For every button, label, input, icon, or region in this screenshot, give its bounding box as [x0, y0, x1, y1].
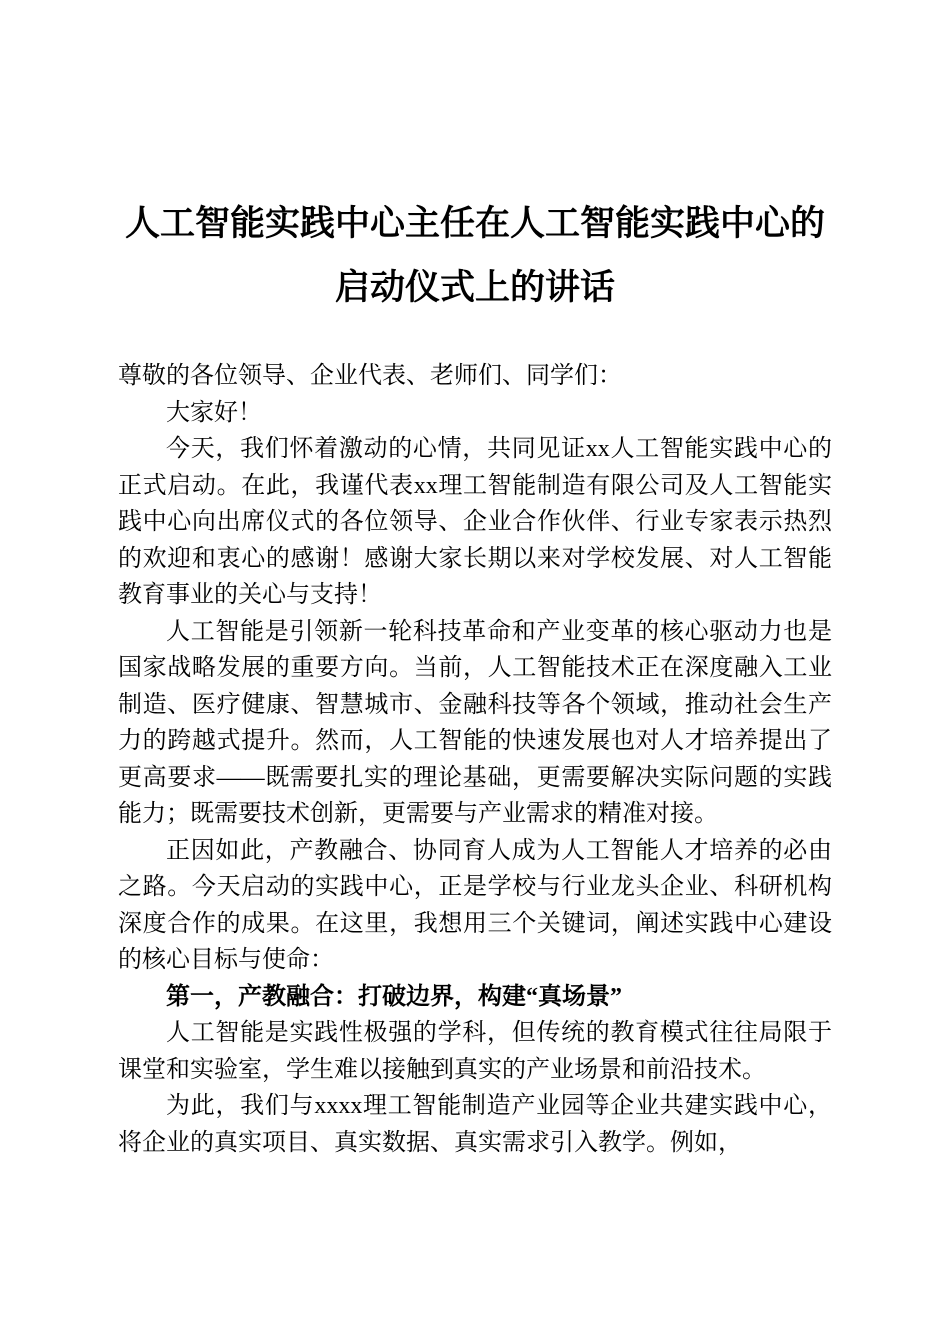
document-body — [118, 358, 832, 1161]
paragraph: 大家好！ — [166, 399, 262, 426]
document-title-line-1: 人工智能实践中心主任在人工智能实践中心的 — [124, 204, 825, 243]
paragraph: 今天，我们怀着激动的心情，共同见证xx人工智能实践中心的正式启动。在此，我谨代表xx理工智能制造有限公司及人工智能实践中心向出席仪式的各位领导、企业合作伙伴、行业专家表示热烈的欢迎和衷心的感谢！感谢大家长期以来对学校发展、对人工智能教育事业的关心与支持！ — [118, 436, 832, 608]
paragraph: 正因如此，产教融合、协同育人成为人工智能人才培养的必由之路。今天启动的实践中心，正是学校与行业龙头企业、科研机构深度合作的成果。在这里，我想用三个关键词，阐述实践中心建设的核心目标与使命： — [118, 837, 832, 973]
paragraph: 人工智能是引领新一轮科技革命和产业变革的核心驱动力也是国家战略发展的重要方向。当前，人工智能技术正在深度融入工业制造、医疗健康、智慧城市、金融科技等各个领域，推动社会生产力的跨越式提升。然而，人工智能的快速发展也对人才培养提出了更高要求——既需要扎实的理论基础，更需要解决实际问题的实践能力；既需要技术创新，更需要与产业需求的精准对接。 — [118, 618, 832, 827]
paragraph: 为此，我们与xxxx理工智能制造产业园等企业共建实践中心，将企业的真实项目、真实数据、真实需求引入教学。例如， — [118, 1093, 832, 1156]
document-title-line-2: 启动仪式上的讲话 — [334, 268, 615, 307]
paragraph: 人工智能是实践性极强的学科，但传统的教育模式往往局限于课堂和实验室，学生难以接触到真实的产业场景和前沿技术。 — [118, 1020, 832, 1083]
document-title — [118, 192, 832, 320]
paragraph: 尊敬的各位领导、企业代表、老师们、同学们： — [118, 363, 622, 389]
section-heading: 第一，产教融合：打破边界，构建“真场景” — [166, 983, 622, 1010]
